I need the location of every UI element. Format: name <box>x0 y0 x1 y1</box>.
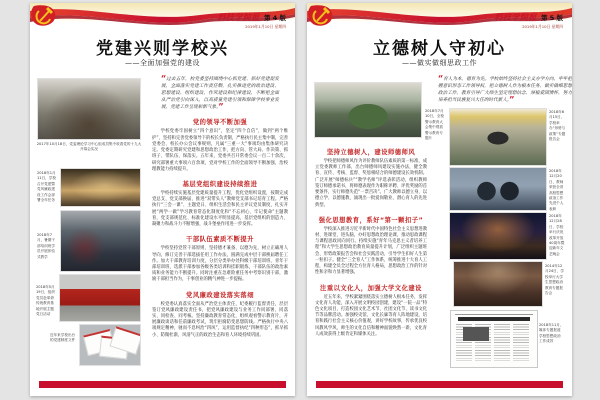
photo-newspaper-clipping <box>450 310 538 368</box>
section-heading: 强化思想教育，系好“第一颗扣子” <box>318 216 424 224</box>
party-emblem-icon <box>31 5 55 25</box>
quote-mark-close-icon: ” <box>218 102 224 113</box>
issue-date: 2019年1月10日 星期四 <box>245 24 286 30</box>
photo-meeting-room <box>38 79 140 139</box>
section-heading: 基层党组织建设持续推进 <box>182 180 258 188</box>
photo-policy-documents <box>80 325 140 365</box>
photo-podium-lecture <box>450 109 546 165</box>
section-body: 学校党委牢固树立“四个意识”，坚定“四个自信”，做到“两个维护”，坚持和完善党委领导下的校长负责制，严格执行民主集中制，完善党委会、校长办公会议事规则，凡属“三重一大”事项均由集体研究决定。党委定期研究党建和思想政治工作，把方向、管大局、作决策、抓班子、带队伍、保落实。五年来，党委共召开常委会议一百二十余次，研究部署重大事项六百余项，党对学校工作的全面领导不断加强，治校理教能力持续提升。 <box>152 129 288 172</box>
newspaper-name: 科技学院报 <box>217 12 260 22</box>
clipping-photo <box>463 327 489 342</box>
section-heading: 干部队伍素质不断提升 <box>186 236 254 244</box>
photo-training-trip <box>61 211 140 271</box>
masthead <box>494 6 563 30</box>
section-body: 学校把师德师风作为评价教师队伍素质的第一标准，成立党委教师工作部，出台师德师风建设实施办法，健全教育、宣传、考核、监督、奖惩相结合的师德建设长效机制。广泛开展“师德标兵”“教学名师”评选表彰活动，组织教师签订师德承诺书，将师德表现作为职称评聘、评优奖励的首要条件，实行师德失范“一票否决”。广大教师以德立身、以德立学、以德施教，涌现出一批爱岗敬业、潜心育人的先进典型。 <box>315 159 427 208</box>
photo-caption: 近年来学校出台的党建制度文件 <box>50 333 76 343</box>
edition-number: 第 4 版 <box>263 14 286 22</box>
section-body: 学校持续实施基层党建质量提升工程，优化党组织设置，按期完成党总支、党支部换届，推进“双带头人”教师党支部书记培育工程。严格执行“三会一课”、主题党日、组织生活会和民主评议党员制度，扎实开展“两学一做”学习教育常态化制度化和“不忘初心、牢记使命”主题教育，党支部规范化、标准化建设水平明显提高，基层党组织的创造力、凝聚力和战斗力不断增强，战斗堡垒作用进一步发挥。 <box>152 190 288 228</box>
quote-mark-close-icon: ” <box>509 95 515 106</box>
section-body: 学校深入推进习近平新时代中国特色社会主义思想进教材、进课堂、进头脑，办好思想政治理论课，推动思政课程与课程思政同向同行。持续实施“青年马克思主义者培养工程”和大学生思想政治教育质量提升计划，广泛组织主题班会、形势政策报告会和社会实践活动，引导学生扣好人生第一粒扣子。健全“三全育人”工作体系，统筹推进十大育人工程，构建全员全过程全方位育人格局，思想政治工作的针对性和亲和力显著增强。 <box>315 226 427 276</box>
issue-date: 2019年1月10日 星期四 <box>522 24 563 30</box>
photo-caption: 2014年12月24日，学校举行大学生思想政治教育专题报告会 <box>545 264 564 295</box>
edition-number: 第 5 版 <box>540 14 563 22</box>
quote-mark-open-icon: “ <box>438 75 444 85</box>
newspaper-name: 科技学院报 <box>494 12 537 22</box>
clipping-headline <box>458 317 530 321</box>
intro-quote: “过去五年，校党委坚持围绕中心抓党建、抓好党建促发展，全面落实党建工作责任制，扎实推进党的政治建设、思想建设、组织建设、作风建设和纪律建设，不断把全面从严治党引向深入，以高质量党建引领和保障学校事业发展，党建工作呈现崭新气象。” <box>161 75 279 113</box>
section-heading: 党的领导不断加强 <box>192 119 248 127</box>
page-subtitle: ——做实做细思政工作 <box>402 59 477 67</box>
section-body: 学校坚持党管干部原则，坚持德才兼备、以德为先，树立正确用人导向，修订完善干部选拔任用工作办法，圆满完成中层干部换届聘任工作。加大干部教育培训力度，分层分类举办处科级干部培训班、青年干部培训班，选派干部参加各级各类培训和挂职锻炼，干部队伍的政治素质和业务能力不断提升。同时注重在急难险重任务中考察识别干部，激励干部担当作为，干事创业的精气神进一步提振。 <box>152 246 288 283</box>
page-title: 党建兴则学校兴 <box>96 39 229 59</box>
party-emblem-icon <box>308 5 332 25</box>
clipping-rule <box>455 314 532 315</box>
footer-rule <box>39 381 286 388</box>
photo-roundtable-meeting <box>315 83 421 137</box>
photo-caption: 2018年7月，暑期干部培训班学员开展体验式教学 <box>37 233 55 259</box>
photo-auditorium-audience <box>454 262 542 306</box>
article-column <box>152 77 288 341</box>
photo-caption: 2017年10月18日，党委理论学习中心组成员集中收看党的十九大开幕会实况 <box>36 142 142 152</box>
section-body: 近五年来，学校紧紧围绕落实立德树人根本任务，发挥文化育人功能，深入开展文明校园创建，建设“一院一品”特色文化项目，打造校园文化艺术节、社团文化节、读书文化节等品牌活动。加强校史馆、文化长廊等育人阵地建设，培育和践行社会主义核心价值观，讲好学校故事，传承优良校风教风学风，师生的文化自信和精神面貌焕然一新，文化育人成效获得上级肯定和媒体关注。 <box>315 294 427 337</box>
photo-caption: 2018年12月20日，教师荣获全省高校思想政治工作先进个人表彰 <box>549 169 564 211</box>
article-column <box>315 141 427 340</box>
photo-award-ceremony <box>450 168 546 210</box>
page-4 <box>30 3 295 396</box>
section-heading: 注重以文化人，加强大学文化建设 <box>320 284 422 292</box>
section-heading: 坚持立德树人，建设师德师风 <box>326 149 416 156</box>
masthead <box>217 6 286 30</box>
photo-lecture-hall <box>61 169 140 206</box>
photo-caption: 2018年7月10日，全校警示教育大会集中观看警示教育专题片 <box>425 109 444 140</box>
photo-caption: 2018年11月，媒体专题报道学校思想政治工作成效 <box>539 323 564 344</box>
intro-quote: “育人为本，德育为先。学校始终坚持社会主义办学方向，牢牢把握意识形态工作领导权，把立德树人作为根本任务，做实做细思想政治工作，教育引导广大师生坚定理想信念、厚植爱国情怀，努力培养担当民族复兴大任的时代新人。” <box>438 75 572 106</box>
page-5 <box>307 3 572 396</box>
photo-caption: 2018年1月11日，学校召开党建暨党风廉政建设工作会部署全年任务 <box>37 171 56 202</box>
photo-red-wall-group <box>60 275 140 321</box>
page-title: 立德树人守初心 <box>373 39 506 59</box>
footer-rule <box>316 381 563 388</box>
photo-caption: 2018年12月28日，学校举行庆祝改革开放40周年暨迎新年文艺晚会 <box>549 214 565 256</box>
quote-mark-open-icon: “ <box>161 75 167 85</box>
photo-caption: 2018年5月19日，组织党员赴革命传统教育基地开展主题党日活动 <box>36 285 55 316</box>
page-subtitle: ——全面加强党的建设 <box>125 59 200 67</box>
section-body: 校党委认真落实全面从严治党主体责任，纪委履行监督责任，层层签订党风廉政建设责任书，把党风廉政建设与业务工作同部署、同落实、同检查、同考核。坚持廉政教育常态化，组织观看警示教育片，开展廉政谈话和任前廉政考试，筑牢拒腐防变思想防线。严格执行中央八项规定精神，驰而不息纠治“四风”，运用监督执纪“四种形态”，抓早抓小、防微杜渐，风清气正的政治生态和育人环境持续巩固。 <box>152 301 288 338</box>
section-heading: 党风廉政建设落实落细 <box>186 291 254 299</box>
photo-caption: 2018年6月15日，学校举办“形势与政策”专题报告会 <box>549 110 566 141</box>
photo-gala-stage <box>450 213 546 259</box>
